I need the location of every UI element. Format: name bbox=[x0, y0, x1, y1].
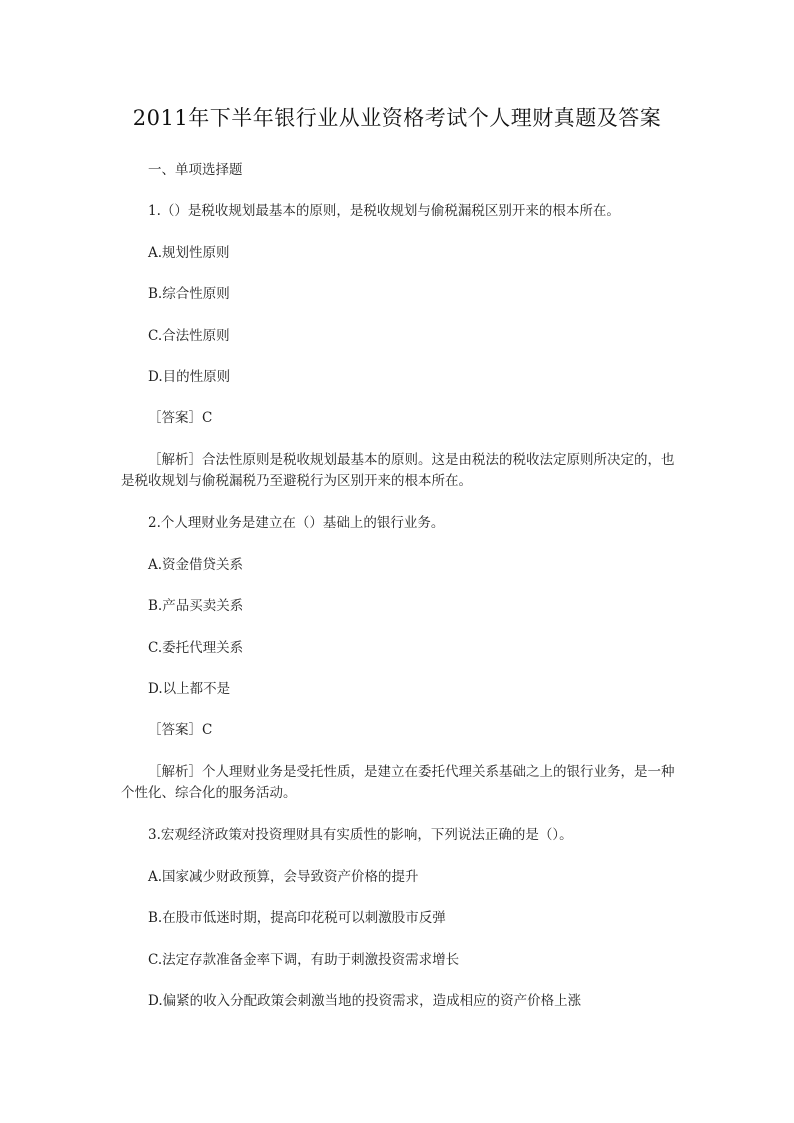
question-1-answer: ［答案］C bbox=[148, 410, 213, 426]
question-3-stem: 3.宏观经济政策对投资理财具有实质性的影响，下列说法正确的是（）。 bbox=[148, 827, 573, 843]
question-1-stem: 1.（）是税收规划最基本的原则，是税收规划与偷税漏税区别开来的根本所在。 bbox=[148, 203, 620, 219]
question-1-option-b: B.综合性原则 bbox=[148, 286, 230, 302]
question-2-option-b: B.产品买卖关系 bbox=[148, 598, 244, 614]
question-2-option-c: C.委托代理关系 bbox=[148, 640, 244, 656]
question-2-option-a: A.资金借贷关系 bbox=[148, 557, 244, 573]
question-3-option-b: B.在股市低迷时期，提高印花税可以刺激股市反弹 bbox=[148, 910, 446, 926]
section-heading: 一、单项选择题 bbox=[148, 162, 243, 178]
question-2-analysis: ［解析］个人理财业务是受托性质，是建立在委托代理关系基础之上的银行业务，是一种个性化、综合化的服务活动。 bbox=[121, 764, 675, 801]
document-title: 2011年下半年银行业从业资格考试个人理财真题及答案 bbox=[132, 106, 662, 130]
question-1-option-c: C.合法性原则 bbox=[148, 328, 230, 344]
question-2-stem: 2.个人理财业务是建立在（）基础上的银行业务。 bbox=[148, 515, 445, 531]
question-3-option-d: D.偏紧的收入分配政策会刺激当地的投资需求，造成相应的资产价格上涨 bbox=[148, 993, 582, 1009]
question-1-option-a: A.规划性原则 bbox=[148, 245, 230, 261]
question-2-answer: ［答案］C bbox=[148, 722, 213, 738]
question-1-option-d: D.目的性原则 bbox=[148, 369, 231, 385]
question-2-option-d: D.以上都不是 bbox=[148, 681, 231, 697]
question-3-option-c: C.法定存款准备金率下调，有助于刺激投资需求增长 bbox=[148, 952, 460, 968]
question-1-analysis: ［解析］合法性原则是税收规划最基本的原则。这是由税法的税收法定原则所决定的，也是税收规划与偷税漏税乃至避税行为区别开来的根本所在。 bbox=[121, 452, 675, 489]
question-3-option-a: A.国家减少财政预算，会导致资产价格的提升 bbox=[148, 869, 419, 885]
